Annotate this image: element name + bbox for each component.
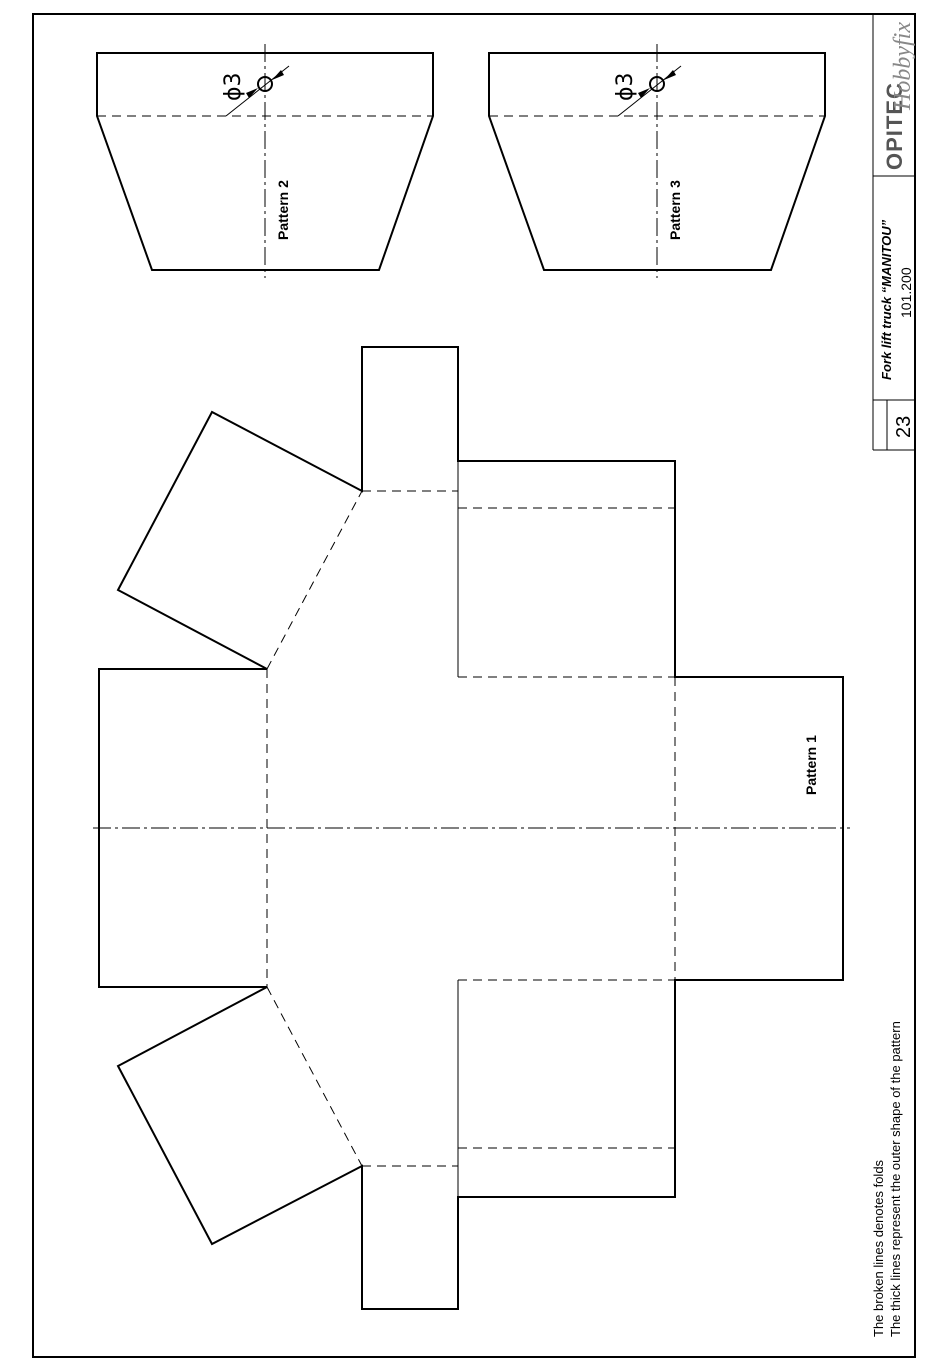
hole-diameter-label: ϕ3	[221, 72, 246, 101]
title-block	[873, 14, 916, 450]
dimension-arrow-icon	[246, 88, 258, 98]
pattern-2-label: Pattern 2	[275, 180, 291, 240]
note-outline: The thick lines represent the outer shape of the pattern	[888, 1021, 903, 1337]
hole-dimension	[613, 66, 681, 116]
legend-notes	[871, 1021, 903, 1337]
pattern-1	[93, 347, 850, 1309]
note-folds: The broken lines denotes folds	[871, 1159, 886, 1337]
logo-sub: Hobbyfix	[890, 22, 916, 110]
fold-line	[267, 491, 362, 669]
fold-line	[267, 987, 362, 1166]
logo-brand: OPITEC	[882, 82, 907, 170]
pattern-1-label: Pattern 1	[803, 735, 819, 795]
pattern-3-label: Pattern 3	[667, 180, 683, 240]
hole-diameter-label: ϕ3	[613, 72, 638, 101]
opitec-logo	[882, 22, 916, 170]
part-number: 101.200	[898, 267, 914, 318]
page-number: 23	[893, 415, 915, 438]
pattern-2	[97, 44, 433, 278]
pattern-3	[489, 44, 825, 278]
dimension-arrow-icon	[638, 88, 650, 98]
drawing-title: Fork lift truck “MANITOU”	[879, 219, 894, 380]
hole-dimension	[221, 66, 289, 116]
